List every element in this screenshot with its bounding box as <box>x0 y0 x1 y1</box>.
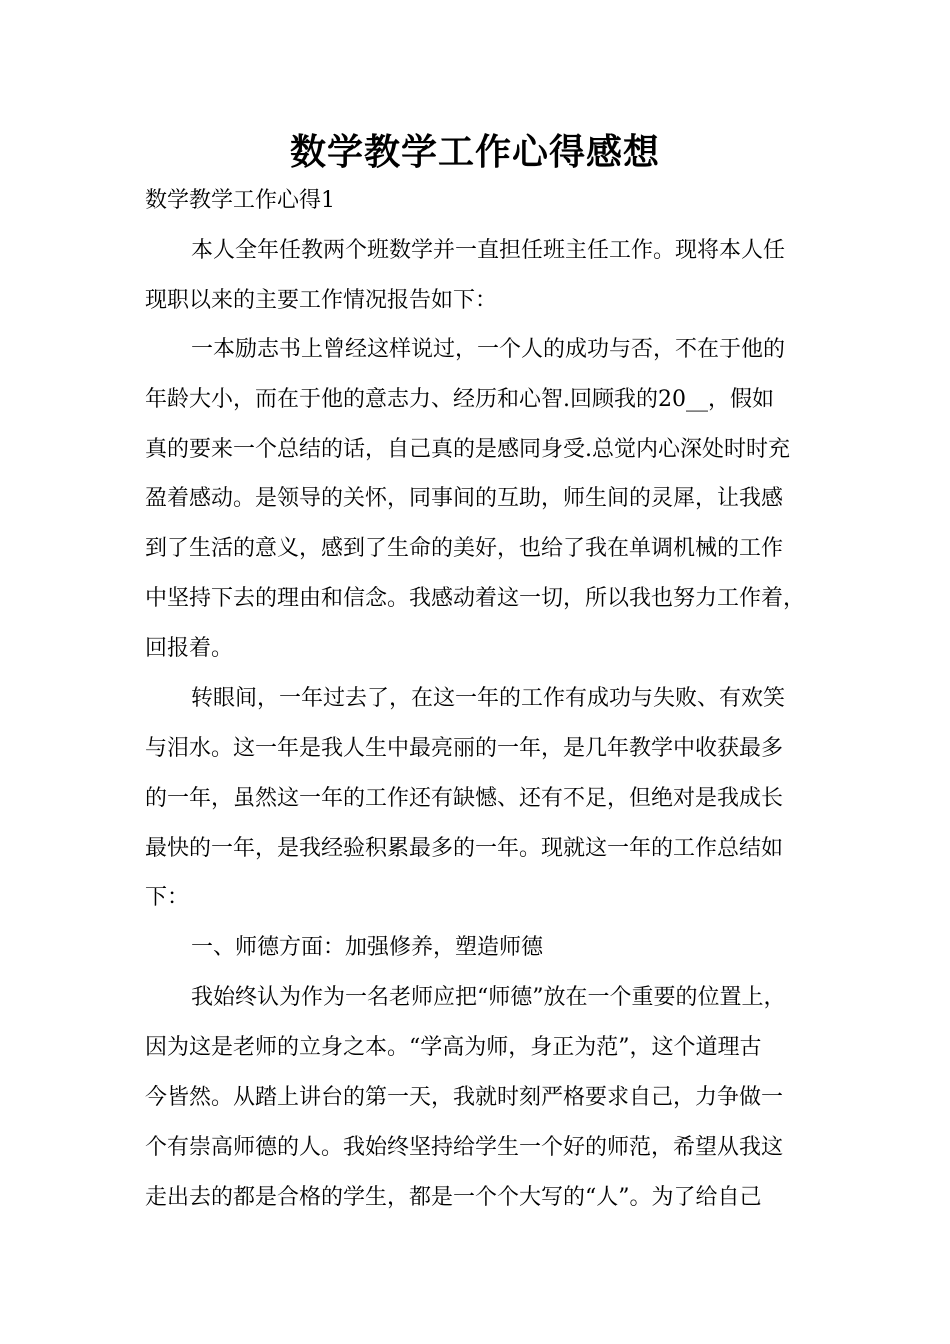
section-heading: 数学教学工作心得1 <box>145 188 335 213</box>
paragraph-line: 我始终认为作为一名老师应把“师德”放在一个重要的位置上， <box>191 985 786 1010</box>
subsection-heading: 一、师德方面：加强修养，塑造师德 <box>191 935 544 960</box>
paragraph-line: 最快的一年，是我经验积累最多的一年。现就这一年的工作总结如 <box>145 836 784 861</box>
paragraph-line: 的一年，虽然这一年的工作还有缺憾、还有不足，但绝对是我成长 <box>145 786 784 811</box>
paragraph-line: 现职以来的主要工作情况报告如下： <box>145 288 498 313</box>
paragraph-line: 中坚持下去的理由和信念。我感动着这一切，所以我也努力工作着， <box>145 586 806 611</box>
paragraph-line: 一本励志书上曾经这样说过，一个人的成功与否，不在于他的 <box>191 337 786 362</box>
paragraph-line: 年龄大小，而在于他的意志力、经历和心智.回顾我的20__，假如 <box>145 387 774 412</box>
paragraph-line: 到了生活的意义，感到了生命的美好，也给了我在单调机械的工作 <box>145 536 784 561</box>
paragraph-line: 与泪水。这一年是我人生中最亮丽的一年，是几年教学中收获最多 <box>145 736 784 761</box>
paragraph-line: 今皆然。从踏上讲台的第一天，我就时刻严格要求自己，力争做一 <box>145 1085 784 1110</box>
paragraph-line: 因为这是老师的立身之本。“学高为师，身正为范”，这个道理古 <box>145 1035 762 1060</box>
paragraph-line: 下： <box>145 885 190 910</box>
document-title: 数学教学工作心得感想 <box>289 131 660 173</box>
paragraph-line: 个有崇高师德的人。我始终坚持给学生一个好的师范，希望从我这 <box>145 1135 784 1160</box>
paragraph-line: 回报着。 <box>145 636 234 661</box>
paragraph-line: 盈着感动。是领导的关怀，同事间的互助，师生间的灵犀，让我感 <box>145 486 784 511</box>
paragraph-line: 走出去的都是合格的学生，都是一个个大写的“人”。为了给自己 <box>145 1185 762 1210</box>
paragraph-line: 本人全年任教两个班数学并一直担任班主任工作。现将本人任 <box>191 238 786 263</box>
paragraph-line: 转眼间，一年过去了，在这一年的工作有成功与失败、有欢笑 <box>191 686 786 711</box>
paragraph-line: 真的要来一个总结的话，自己真的是感同身受.总觉内心深处时时充 <box>145 437 790 462</box>
